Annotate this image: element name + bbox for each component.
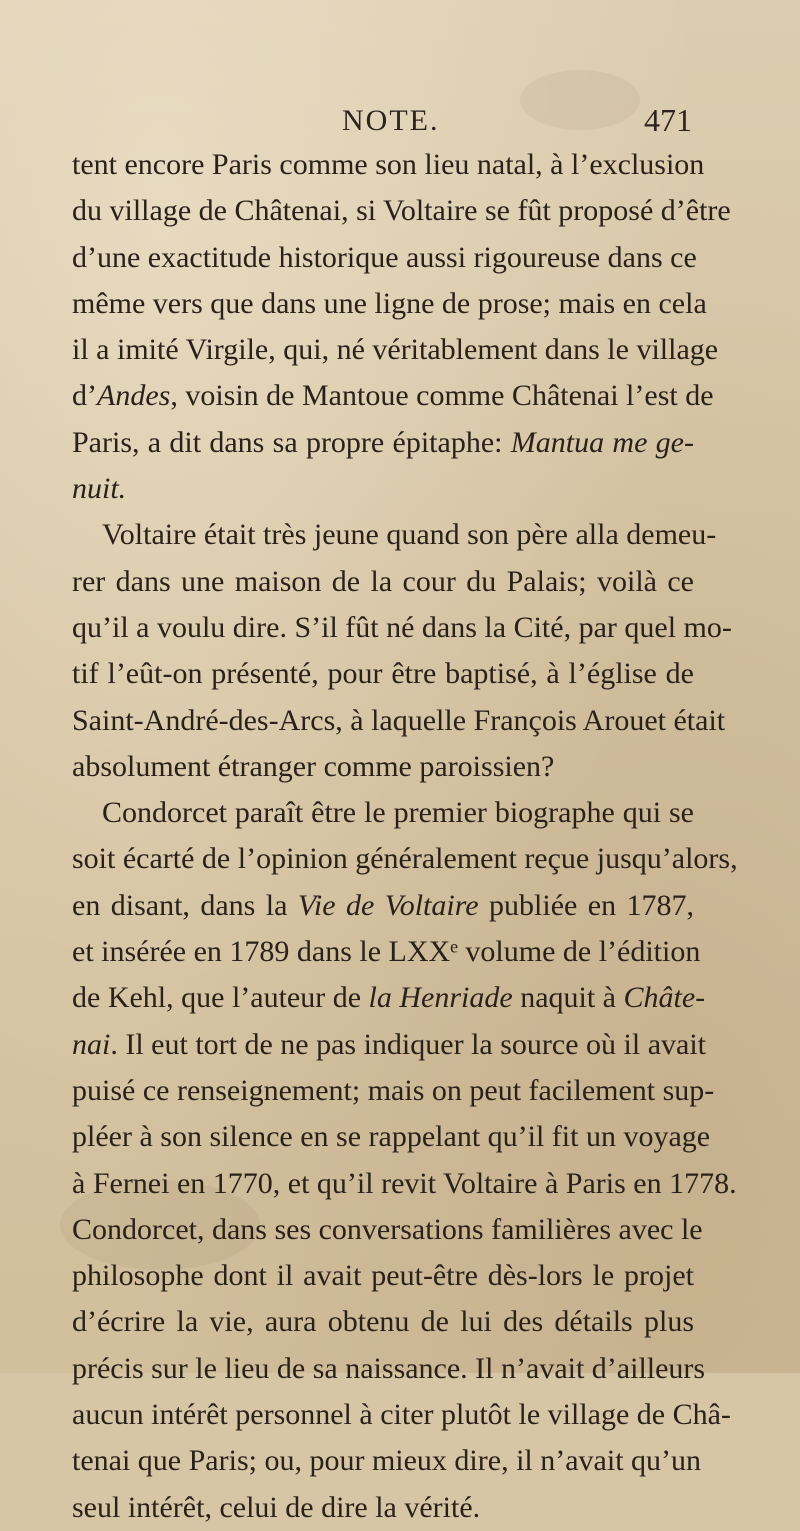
text-line: [72, 929, 701, 975]
text-line: [72, 883, 694, 929]
body-text: [72, 142, 738, 1531]
page-number: 471: [644, 102, 692, 138]
italic-text-run: Châte-: [623, 981, 706, 1015]
page-header: [72, 100, 692, 140]
text-run: soit écarté de l’opinion généralement reçue jusqu’alors,: [72, 842, 738, 876]
text-run: Saint-André-des-Arcs, à laquelle François Arouet était: [72, 703, 726, 737]
text-line: [72, 1346, 706, 1392]
text-run: tif l’eût-on présenté, pour être baptisé, à l’église de: [72, 657, 694, 691]
text-run: Voltaire était très jeune quand son père alla demeu-: [102, 518, 717, 552]
text-line: [72, 142, 705, 188]
text-line: [72, 1253, 694, 1299]
text-run: tent encore Paris comme son lieu natal, à l’exclusion: [72, 148, 705, 181]
text-run: seul intérêt, celui de dire la vérité.: [72, 1490, 481, 1524]
italic-text-run: nuit.: [72, 472, 127, 506]
text-line: [72, 651, 694, 697]
text-line: [72, 1161, 737, 1207]
italic-text-run: nai: [72, 1027, 111, 1061]
text-line: [72, 466, 694, 512]
text-run: même vers que dans une ligne de prose; mais en cela: [72, 286, 707, 320]
text-run: pléer à son silence en se rappelant qu’il fit un voyage: [72, 1120, 711, 1154]
text-line: [72, 1114, 711, 1160]
text-run: et insérée en 1789 dans le LXXᵉ volume de l’édition: [72, 935, 701, 969]
text-run: d’écrire la vie, aura obtenu de lui des détails plus: [72, 1305, 694, 1339]
text-run: précis sur le lieu de sa naissance. Il n’avait d’ailleurs: [72, 1351, 706, 1385]
text-run: qu’il a voulu dire. S’il fût né dans la Cité, par quel mo-: [72, 610, 732, 644]
text-line: [72, 605, 732, 651]
text-run: d’une exactitude historique aussi rigoureuse dans ce: [72, 240, 697, 274]
text-run: Paris, a dit dans sa propre épitaphe:: [72, 425, 511, 459]
text-run: publiée en 1787,: [478, 888, 694, 922]
text-line: [72, 1022, 706, 1068]
italic-text-run: la Henriade: [368, 981, 513, 1015]
text-line: [72, 975, 706, 1021]
text-line: [72, 698, 726, 744]
text-line: [72, 1438, 702, 1484]
text-line: [72, 559, 694, 605]
text-run: rer dans une maison de la cour du Palais; voilà ce: [72, 564, 694, 598]
italic-text-run: Andes: [97, 379, 171, 413]
text-run: aucun intérêt personnel à citer plutôt le village de Châ-: [72, 1398, 731, 1432]
text-run: tenai que Paris; ou, pour mieux dire, il n’avait qu’un: [72, 1444, 702, 1478]
text-line: [72, 836, 738, 882]
text-line: [72, 281, 707, 327]
text-line: [72, 373, 714, 419]
text-line: [72, 327, 719, 373]
text-line: [72, 1392, 731, 1438]
text-run: à Fernei en 1770, et qu’il revit Voltaire à Paris en 1778.: [72, 1166, 737, 1200]
text-run: Condorcet, dans ses conversations familières avec le: [72, 1212, 703, 1246]
italic-text-run: Mantua me ge-: [510, 425, 694, 459]
text-run: Condorcet paraît être le premier biographe qui se: [102, 796, 694, 830]
text-run: de Kehl, que l’auteur de: [72, 981, 369, 1015]
text-line: [72, 420, 694, 466]
text-run: absolument étranger comme paroissien?: [72, 749, 555, 783]
text-line: [72, 235, 697, 281]
running-title: NOTE.: [342, 104, 440, 137]
text-line: [72, 1068, 715, 1114]
text-line: [72, 188, 731, 234]
text-run: d’: [72, 379, 97, 413]
text-run: puisé ce renseignement; mais on peut facilement sup-: [72, 1073, 715, 1107]
text-run: . Il eut tort de ne pas indiquer la source où il avait: [110, 1027, 706, 1061]
text-line: [72, 512, 717, 558]
text-line: [72, 1485, 694, 1531]
text-run: en disant, dans la: [72, 888, 298, 922]
text-run: , voisin de Mantoue comme Châtenai l’est de: [170, 379, 714, 413]
text-run: philosophe dont il avait peut-être dès-lors le projet: [72, 1259, 694, 1293]
text-run: du village de Châtenai, si Voltaire se fût proposé d’être: [72, 194, 731, 228]
text-run: naquit à: [512, 981, 624, 1015]
italic-text-run: Vie de Voltaire: [297, 888, 479, 922]
text-line: [72, 790, 694, 836]
text-line: [72, 1207, 703, 1253]
text-line: [72, 1299, 694, 1345]
text-line: [72, 744, 694, 790]
text-run: il a imité Virgile, qui, né véritablement dans le village: [72, 333, 719, 367]
